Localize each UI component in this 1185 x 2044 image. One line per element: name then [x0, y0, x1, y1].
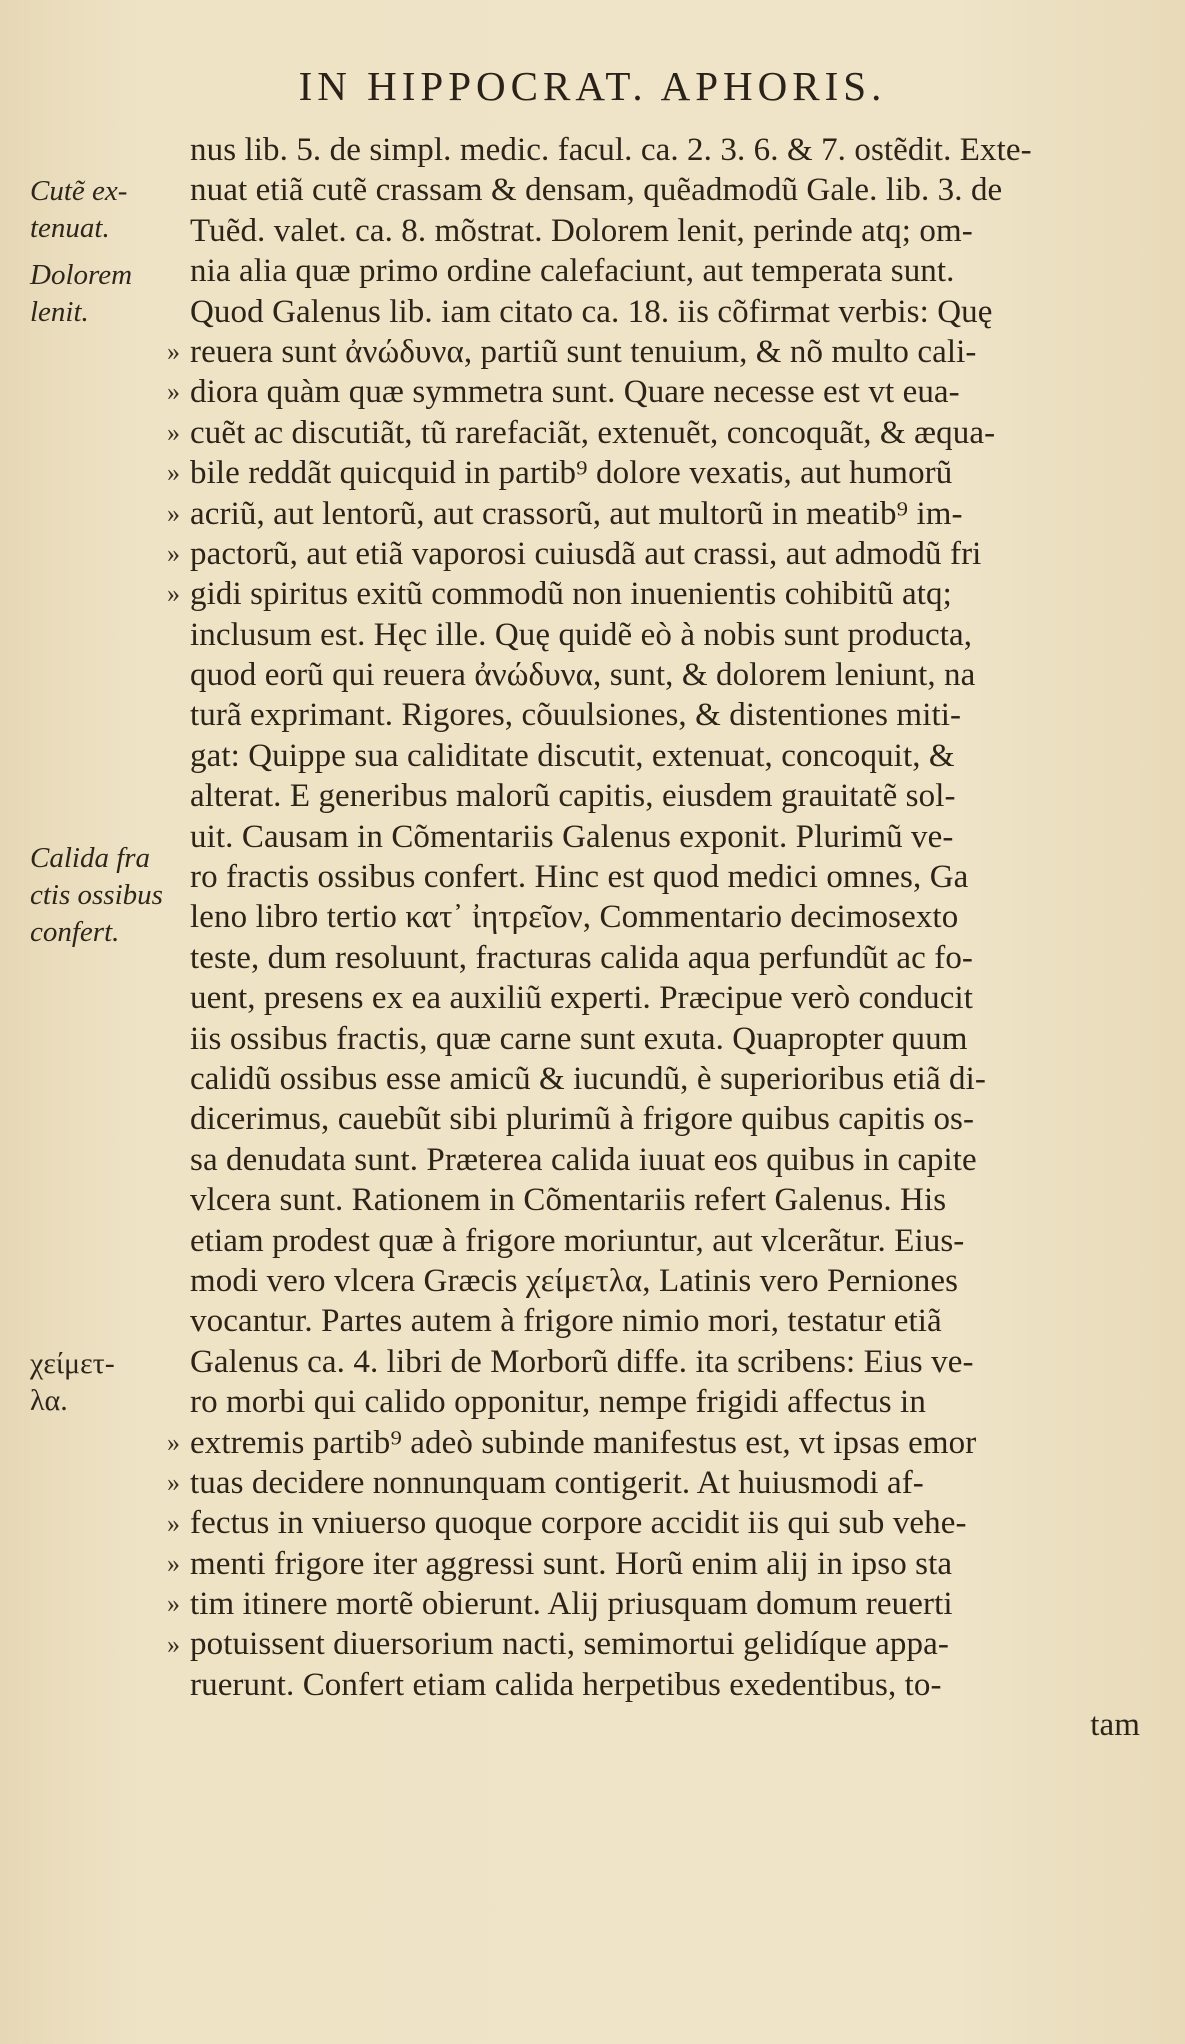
- text-line: ruerunt. Confert etiam calida herpetibus exedentibus, to-: [190, 1666, 942, 1703]
- margin-note-line: Calida fra: [30, 842, 151, 874]
- text-line: menti frigore iter aggressi sunt. Horũ enim alij in ipso sta: [190, 1545, 953, 1582]
- quotation-mark: »: [167, 417, 180, 447]
- body-text: [190, 130, 1140, 1746]
- text-line: pactorũ, aut etiã vaporosi cuiusdã aut crassi, aut admodũ fri: [190, 535, 982, 572]
- text-line: extremis partib⁹ adeò subinde manifestus est, vt ipsas emor: [190, 1424, 977, 1461]
- catchword: tam: [1090, 1707, 1140, 1744]
- text-line: turã exprimant. Rigores, cõuulsiones, & distentiones miti-: [190, 697, 962, 734]
- text-line: uit. Causam in Cõmentariis Galenus exponit. Plurimũ ve-: [190, 818, 954, 855]
- text-line: Quod Galenus lib. iam citato ca. 18. iis cõfirmat verbis: Quę: [190, 293, 993, 330]
- text-line: teste, dum resoluunt, fracturas calida aqua perfundũt ac fo-: [190, 939, 974, 976]
- text-line: ro morbi qui calido opponitur, nempe frigidi affectus in: [190, 1384, 926, 1421]
- quotation-mark: »: [167, 498, 180, 528]
- quotation-mark: »: [167, 1427, 180, 1457]
- text-line: tuas decidere nonnunquam contigerit. At huiusmodi af-: [190, 1464, 924, 1501]
- text-line: etiam prodest quæ à frigore moriuntur, aut vlcerãtur. Eius-: [190, 1222, 965, 1259]
- quotation-mark: »: [167, 458, 180, 488]
- text-line: modi vero vlcera Græcis χείμετλα, Latinis vero Perniones: [190, 1262, 959, 1299]
- text-line: vocantur. Partes autem à frigore nimio mori, testatur etiã: [190, 1303, 942, 1340]
- quotation-mark: »: [167, 1589, 180, 1619]
- quotation-mark: »: [167, 1508, 180, 1538]
- text-line: inclusum est. Hęc ille. Quę quidẽ eò à nobis sunt producta,: [190, 616, 973, 653]
- margin-note-line: Dolorem: [30, 259, 133, 291]
- quotation-mark: »: [167, 1468, 180, 1498]
- text-line: quod eorũ qui reuera ἀνώδυνα, sunt, & dolorem leniunt, na: [190, 657, 976, 694]
- quotation-mark: »: [167, 539, 180, 568]
- margin-note-line: ctis ossibus: [30, 879, 163, 911]
- quotation-mark: »: [167, 579, 180, 609]
- text-line: uent, presens ex ea auxiliũ experti. Præcipue verò conducit: [190, 980, 973, 1017]
- quotation-mark: »: [167, 1549, 180, 1578]
- margin-note-line: χείμετ-: [30, 1347, 115, 1380]
- text-line: Galenus ca. 4. libri de Morborũ diffe. ita scribens: Eius ve-: [190, 1343, 974, 1380]
- margin-note-line: λα.: [30, 1384, 68, 1417]
- quotation-mark: »: [167, 377, 180, 407]
- text-line: dicerimus, cauebũt sibi plurimũ à frigore quibus capitis os-: [190, 1101, 975, 1138]
- running-head: IN HIPPOCRAT. APHORIS.: [298, 63, 887, 109]
- text-line: bile reddãt quicquid in partib⁹ dolore vexatis, aut humorũ: [190, 455, 953, 492]
- quotation-mark: »: [167, 337, 180, 366]
- text-line: Tuẽd. valet. ca. 8. mõstrat. Dolorem lenit, perinde atq; om-: [190, 212, 973, 249]
- text-line: sa denudata sunt. Præterea calida iuuat eos quibus in capite: [190, 1141, 977, 1178]
- text-line: iis ossibus fractis, quæ carne sunt exuta. Quapropter quum: [190, 1020, 968, 1057]
- margin-note-line: confert.: [30, 916, 120, 948]
- text-line: reuera sunt ἀνώδυνα, partiũ sunt tenuium, & nõ multo cali-: [190, 333, 977, 370]
- text-line: diora quàm quæ symmetra sunt. Quare necesse est vt eua-: [190, 374, 960, 411]
- text-line: leno libro tertio κατ᾽ ἰητρεῖον, Commentario decimosexto: [190, 899, 959, 936]
- text-line: nia alia quæ primo ordine calefaciunt, aut temperata sunt.: [190, 253, 955, 290]
- text-line: potuissent diuersorium nacti, semimortui gelidíque appa-: [190, 1626, 949, 1663]
- text-line: calidũ ossibus esse amicũ & iucundũ, è superioribus etiã di-: [190, 1060, 987, 1097]
- text-line: fectus in vniuerso quoque corpore accidit iis qui sub vehe-: [190, 1505, 967, 1542]
- text-line: gat: Quippe sua caliditate discutit, extenuat, concoquit, &: [190, 737, 955, 774]
- quotation-marks-column: [120, 130, 180, 1830]
- text-line: ro fractis ossibus confert. Hinc est quod medici omnes, Ga: [190, 859, 969, 896]
- margin-note-line: tenuat.: [30, 212, 110, 244]
- text-line: nuat etiã cutẽ crassam & densam, quẽadmodũ Gale. lib. 3. de: [190, 172, 1003, 209]
- margin-note-line: lenit.: [30, 296, 89, 328]
- text-line: vlcera sunt. Rationem in Cõmentariis refert Galenus. His: [190, 1182, 947, 1219]
- quotation-mark: »: [167, 1629, 180, 1659]
- text-line: nus lib. 5. de simpl. medic. facul. ca. 2. 3. 6. & 7. ostẽdit. Exte-: [190, 132, 1032, 168]
- text-line: gidi spiritus exitũ commodũ non inuenientis cohibitũ atq;: [190, 576, 952, 613]
- text-line: tim itinere mortẽ obierunt. Alij priusquam domum reuerti: [190, 1586, 953, 1623]
- text-line: acriũ, aut lentorũ, aut crassorũ, aut multorũ in meatib⁹ im-: [190, 495, 963, 532]
- margin-note-line: Cutẽ ex-: [30, 175, 128, 207]
- text-line: alterat. E generibus malorũ capitis, eiusdem grauitatẽ sol-: [190, 778, 956, 815]
- text-line: cuẽt ac discutiãt, tũ rarefaciãt, extenuẽt, concoquãt, & æqua-: [190, 414, 996, 451]
